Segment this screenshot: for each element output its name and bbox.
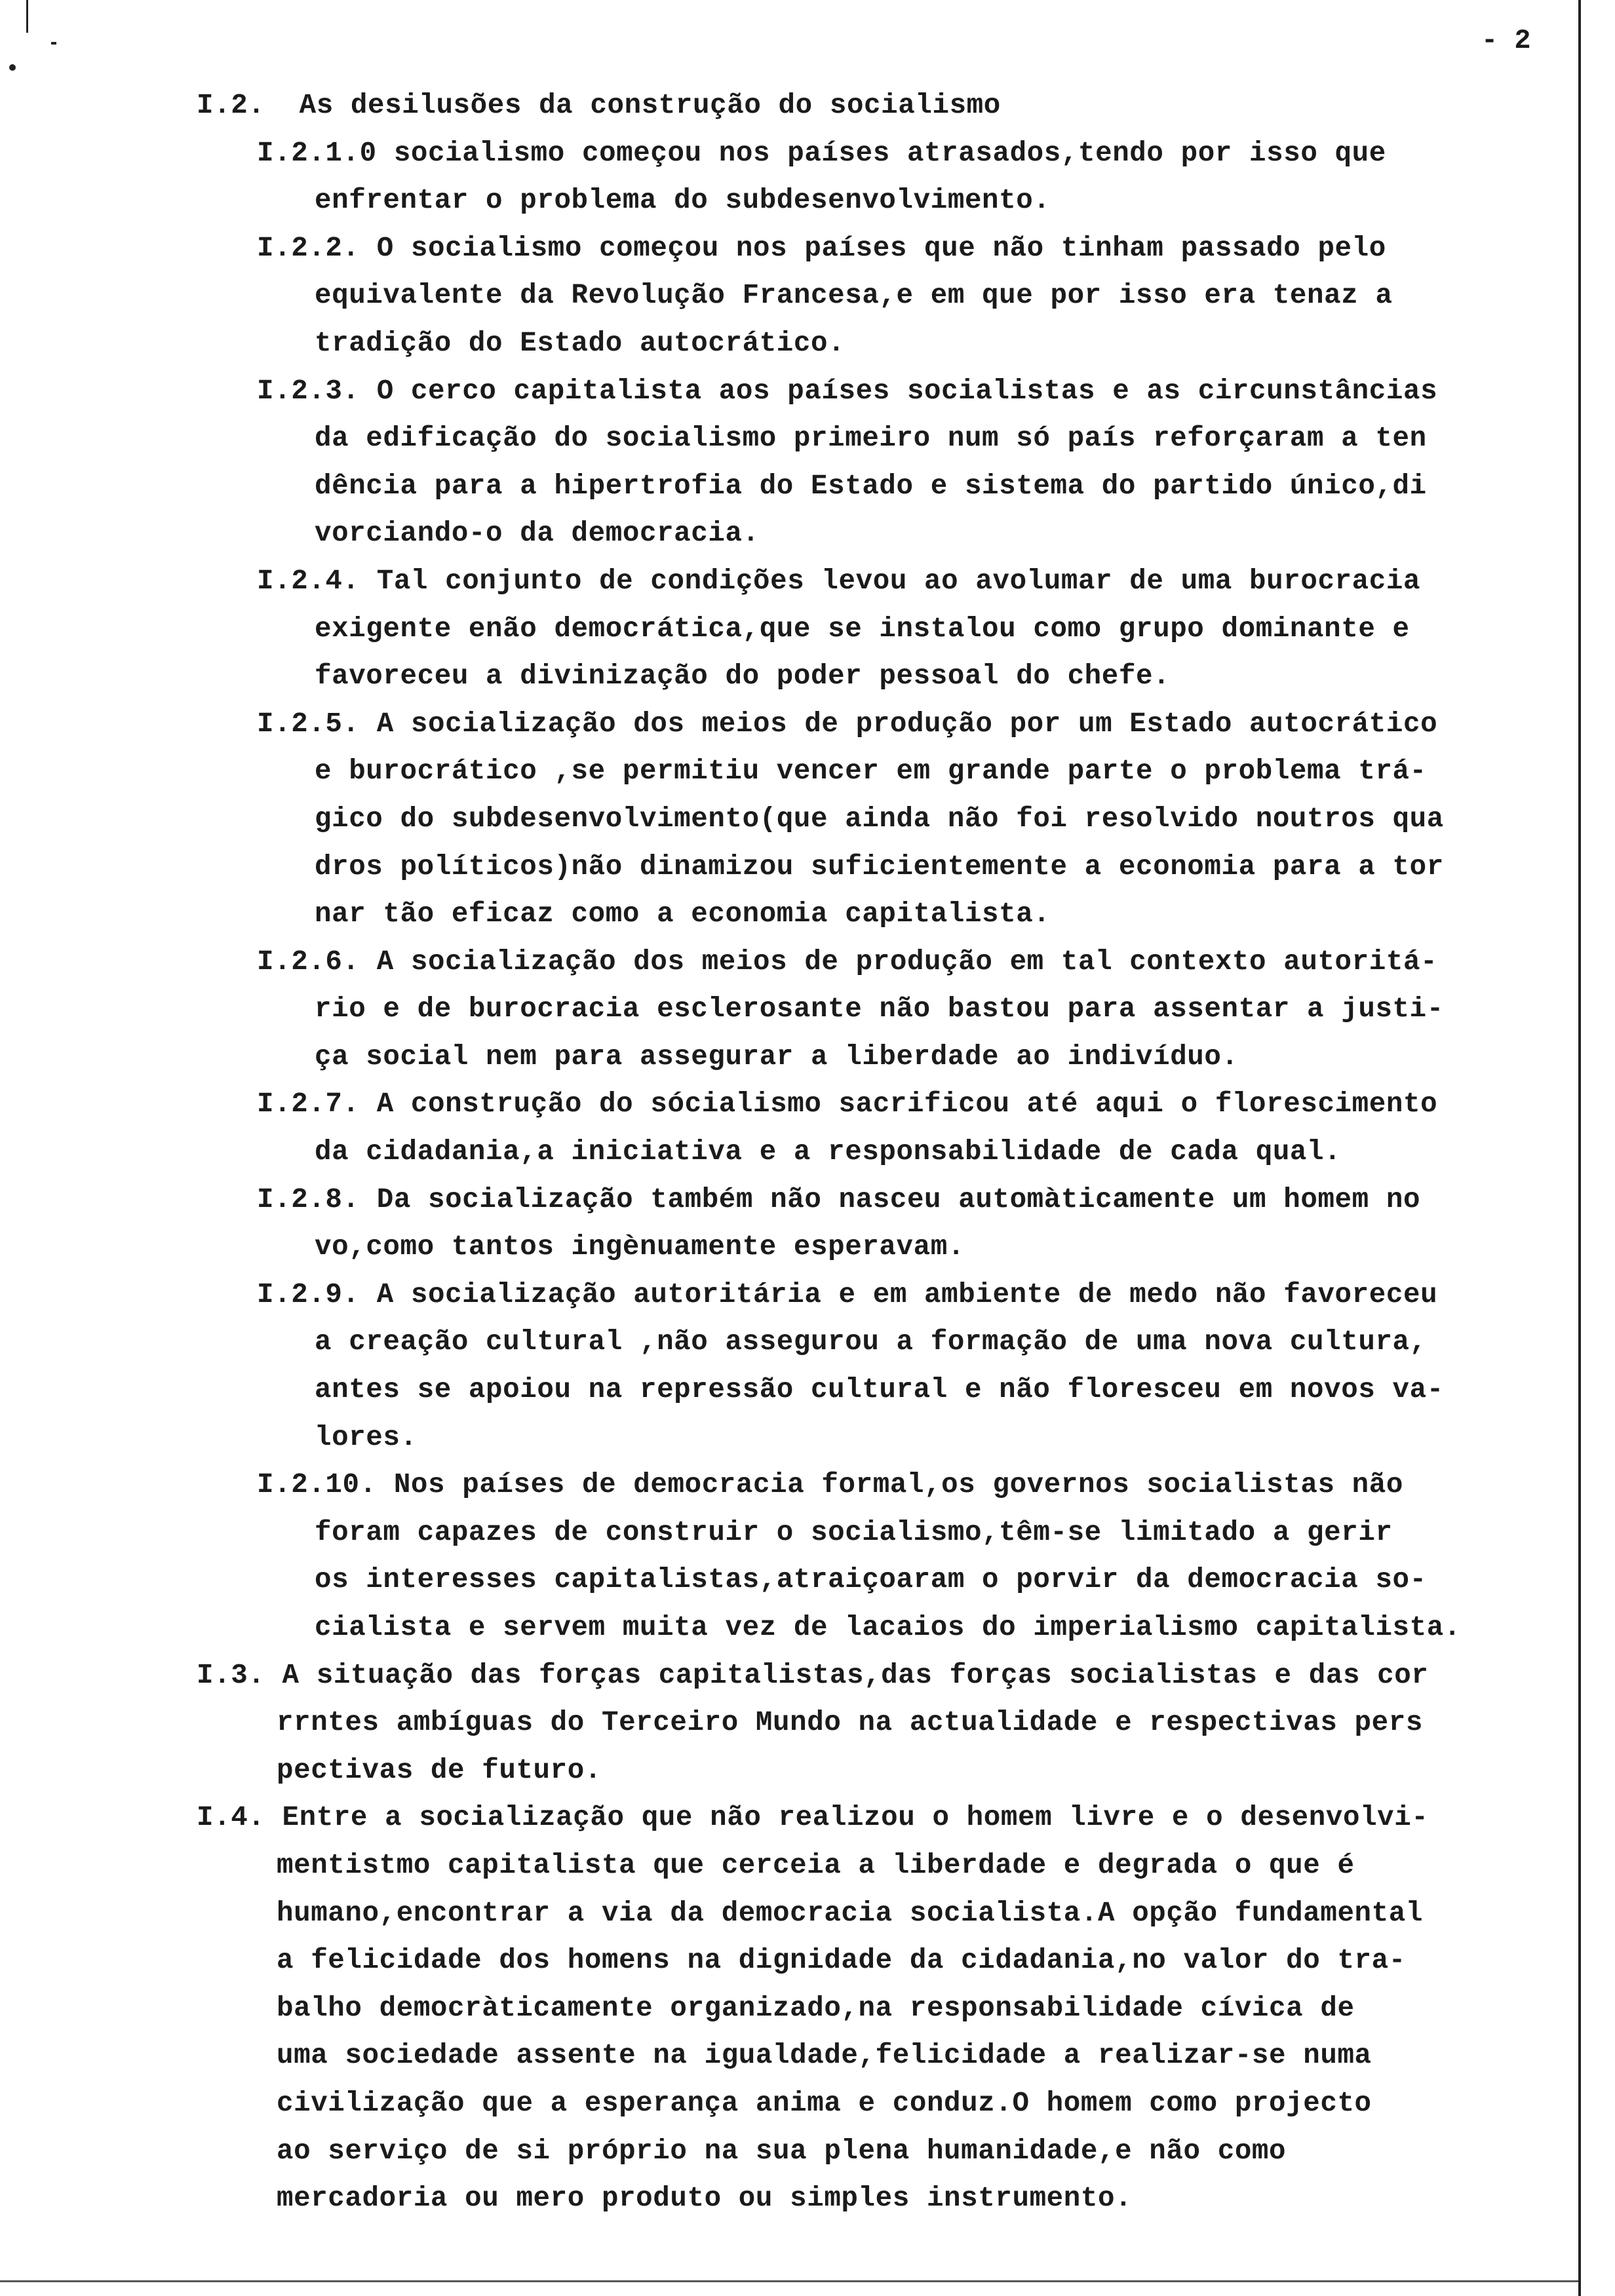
item-line: cialista e servem muita vez de lacaios do imperialismo capitalista. — [315, 1612, 1461, 1643]
punch-mark — [26, 0, 28, 33]
item-line: I.2.6. A socialização dos meios de produção em tal contexto autoritá- — [257, 946, 1438, 978]
item-line: exigente enão democrática,que se instalou como grupo dominante e — [315, 613, 1410, 645]
item-line: humano,encontrar a via da democracia socialista.A opção fundamental — [277, 1897, 1423, 1929]
item-line: dros políticos)não dinamizou suficientemente a economia para a tor — [315, 851, 1444, 883]
ink-dot — [9, 64, 16, 71]
item-line: vorciando-o da democracia. — [315, 518, 760, 550]
item-line: mentistmo capitalista que cerceia a liberdade e degrada o que é — [277, 1849, 1355, 1881]
item-line: enfrentar o problema do subdesenvolvimento. — [315, 185, 1051, 217]
item-line: equivalente da Revolução Francesa,e em que por isso era tenaz a — [315, 280, 1393, 312]
item-line: rio e de burocracia esclerosante não bastou para assentar a justi- — [315, 993, 1444, 1025]
item-line: I.2.2. O socialismo começou nos países que não tinham passado pelo — [257, 232, 1386, 264]
item-line: os interesses capitalistas,atraiçoaram o porvir da democracia so- — [315, 1564, 1427, 1596]
item-line: balho democràticamente organizado,na responsabilidade cívica de — [277, 1992, 1355, 2024]
page-number: - 2 — [1481, 25, 1531, 56]
item-line: I.2.4. Tal conjunto de condições levou ao avolumar de uma burocracia — [257, 565, 1421, 597]
item-line: civilização que a esperança anima e conduz.O homem como projecto — [277, 2087, 1372, 2119]
bottom-rule — [0, 2280, 1578, 2282]
item-line: uma sociedade assente na igualdade,felicidade a realizar-se numa — [277, 2040, 1372, 2072]
item-line: ao serviço de si próprio na sua plena humanidade,e não como — [277, 2135, 1287, 2167]
ink-tick — [51, 42, 56, 45]
item-line: I.2.8. Da socialização também não nasceu automàticamente um homem no — [257, 1183, 1421, 1215]
item-line: ça social nem para assegurar a liberdade ao indivíduo. — [315, 1041, 1239, 1073]
item-line: foram capazes de construir o socialismo,têm-se limitado a gerir — [315, 1516, 1393, 1548]
item-line: vo,como tantos ingènuamente esperavam. — [315, 1231, 965, 1263]
item-line: nar tão eficaz como a economia capitalista. — [315, 898, 1051, 930]
item-line: da edificação do socialismo primeiro num só país reforçaram a ten — [315, 423, 1427, 455]
item-line: I.2.9. A socialização autoritária e em ambiente de medo não favoreceu — [257, 1278, 1438, 1311]
item-line: dência para a hipertrofia do Estado e sistema do partido único,di — [315, 470, 1427, 502]
document-body — [197, 82, 1573, 2223]
section-heading: I.2. As desilusões da construção do socialismo — [197, 90, 1001, 121]
item-line: antes se apoiou na repressão cultural e não floresceu em novos va- — [315, 1374, 1444, 1406]
item-line: lores. — [315, 1421, 418, 1453]
section-heading: I.4. Entre a socialização que não realizou o homem livre e o desenvolvi- — [197, 1802, 1429, 1834]
item-line: favoreceu a divinização do poder pessoal do chefe. — [315, 660, 1171, 693]
item-line: pectivas de futuro. — [277, 1754, 602, 1786]
item-line: a creação cultural ,não assegurou a formação de uma nova cultura, — [315, 1326, 1427, 1358]
item-line: e burocrático ,se permitiu vencer em grande parte o problema trá- — [315, 756, 1427, 788]
item-line: I.2.3. O cerco capitalista aos países socialistas e as circunstâncias — [257, 375, 1438, 407]
item-line: I.2.1.0 socialismo começou nos países atrasados,tendo por isso que — [257, 137, 1386, 169]
item-line: tradição do Estado autocrático. — [315, 327, 846, 359]
item-line: gico do subdesenvolvimento(que ainda não foi resolvido noutros qua — [315, 803, 1444, 835]
item-line: I.2.10. Nos países de democracia formal,os governos socialistas não — [257, 1469, 1403, 1501]
item-line: I.2.7. A construção do sócialismo sacrificou até aqui o florescimento — [257, 1088, 1438, 1120]
item-line: a felicidade dos homens na dignidade da cidadania,no valor do tra- — [277, 1945, 1406, 1977]
item-line: rrntes ambíguas do Terceiro Mundo na actualidade e respectivas pers — [277, 1707, 1423, 1739]
item-line: I.2.5. A socialização dos meios de produção por um Estado autocrático — [257, 708, 1438, 740]
item-line: mercadoria ou mero produto ou simples instrumento. — [277, 2183, 1133, 2215]
section-heading: I.3. A situação das forças capitalistas,das forças socialistas e das cor — [197, 1659, 1429, 1691]
right-margin-line — [1578, 0, 1581, 2296]
item-line: da cidadania,a iniciativa e a responsabilidade de cada qual. — [315, 1136, 1342, 1168]
